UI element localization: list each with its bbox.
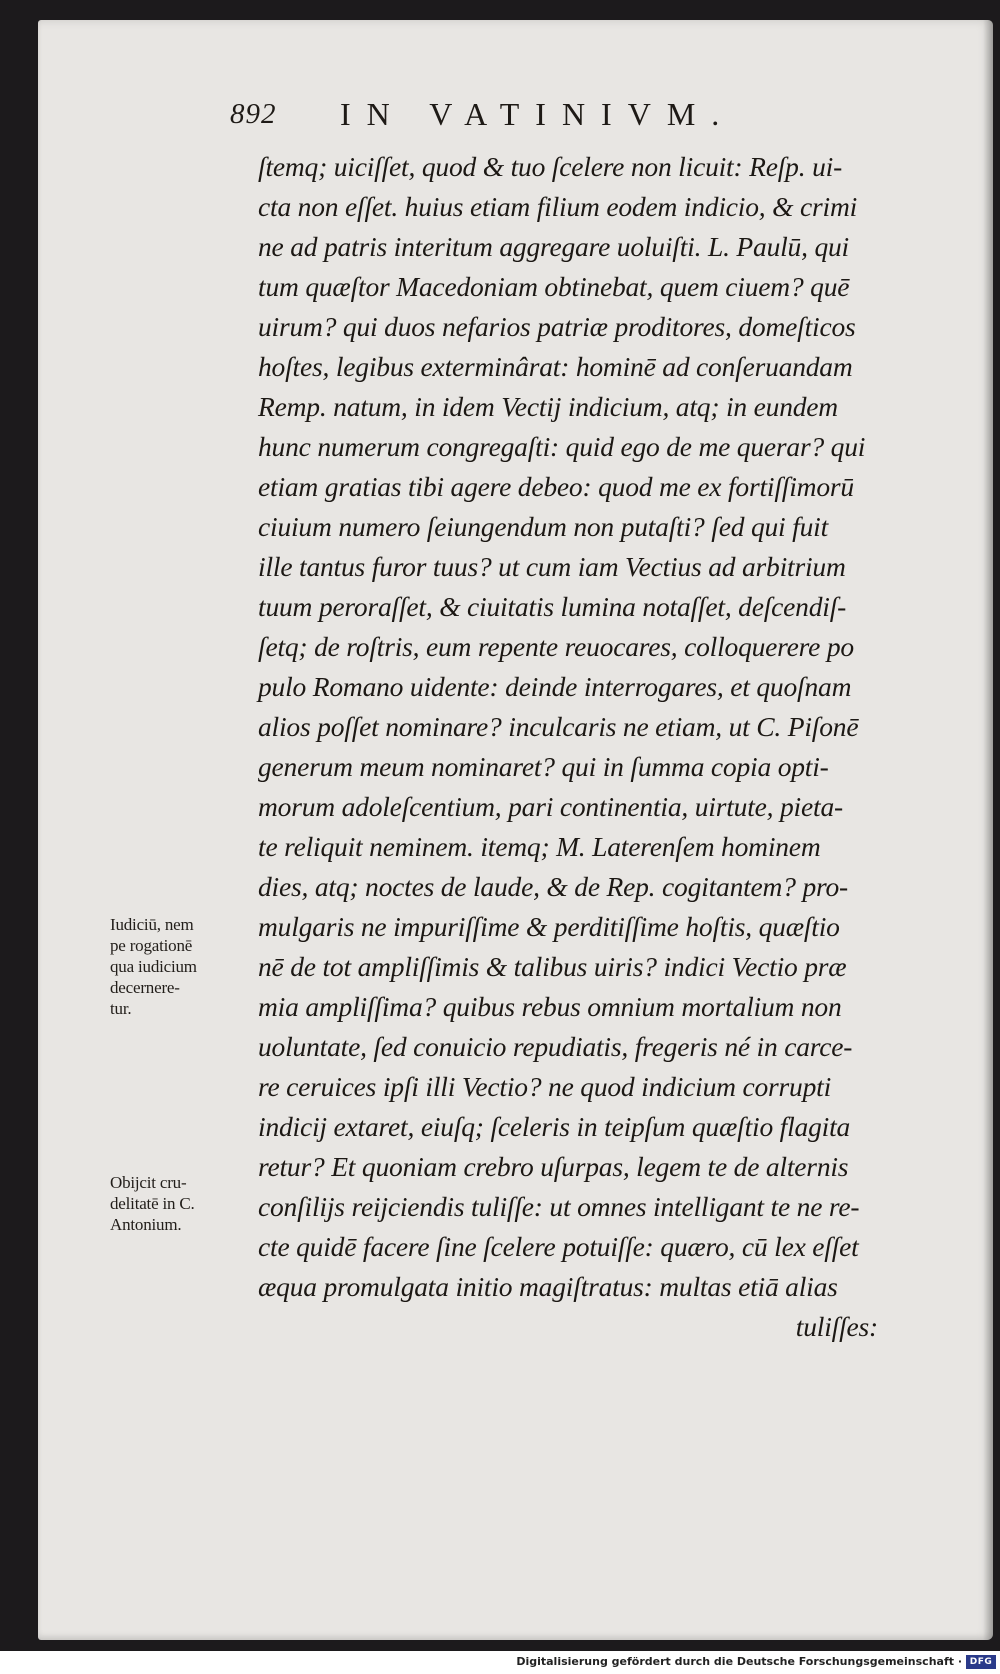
body-line: ſetq; de roſtris, eum repente reuocares, colloquerere po bbox=[258, 631, 854, 662]
body-line: conſilijs reijciendis tuliſſe: ut omnes intelligant te ne re- bbox=[258, 1191, 860, 1222]
dfg-logo: DFG bbox=[966, 1655, 996, 1669]
running-head bbox=[230, 88, 860, 140]
body-line: dies, atq; noctes de laude, & de Rep. cogitantem? pro- bbox=[258, 871, 848, 902]
body-line: ne ad patris interitum aggregare uoluiſti. L. Paulū, qui bbox=[258, 231, 849, 262]
body-line: ciuium numero ſeiungendum non putaſti? ſed qui fuit bbox=[258, 511, 829, 542]
body-line: uoluntate, ſed conuicio repudiatis, fregeris né in carce- bbox=[258, 1031, 853, 1062]
body-line: hunc numerum congregaſti: quid ego de me querar? qui bbox=[258, 431, 866, 462]
body-line: cte quidē facere ſine ſcelere potuiſſe: quæro, cū lex eſſet bbox=[258, 1231, 859, 1262]
body-line: cta non eſſet. huius etiam filium eodem indicio, & crimi bbox=[258, 191, 858, 222]
body-line: indicij extaret, eiuſq; ſceleris in teipſum quæſtio flagita bbox=[258, 1111, 851, 1142]
running-title: IN VATINIVM. bbox=[340, 96, 736, 132]
body-line: ſtemq; uiciſſet, quod & tuo ſcelere non licuit: Reſp. ui- bbox=[258, 151, 843, 182]
body-text bbox=[258, 147, 928, 1347]
margin-note-obijcit bbox=[110, 1172, 250, 1235]
margin-note-line: decernere- bbox=[110, 978, 180, 997]
body-line: æqua promulgata initio magiſtratus: multas etiā alias bbox=[258, 1271, 838, 1302]
page-number: 892 bbox=[230, 98, 277, 130]
body-line: mulgaris ne impuriſſime & perditiſſime hoſtis, quæſtio bbox=[258, 911, 840, 942]
body-line: tum quæſtor Macedoniam obtinebat, quem ciuem? quē bbox=[258, 271, 850, 302]
funding-credit: Digitalisierung gefördert durch die Deutsche Forschungsgemeinschaft · bbox=[516, 1655, 962, 1668]
body-line: alios poſſet nominare? inculcaris ne etiam, ut C. Piſonē bbox=[258, 711, 859, 742]
body-line: te reliquit neminem. itemq; M. Laterenſem hominem bbox=[258, 831, 821, 862]
body-line: re ceruices ipſi illi Vectio? ne quod indicium corrupti bbox=[258, 1071, 832, 1102]
body-line: mia ampliſſima? quibus rebus omnium mortalium non bbox=[258, 991, 842, 1022]
margin-note-line: pe rogationē bbox=[110, 936, 193, 955]
margin-note-line: delitatē in C. bbox=[110, 1194, 195, 1213]
body-line: uirum? qui duos nefarios patriæ proditores, domeſticos bbox=[258, 311, 856, 342]
body-line: ille tantus furor tuus? ut cum iam Vectius ad arbitrium bbox=[258, 551, 846, 582]
page-edge-shadow bbox=[983, 20, 993, 1640]
margin-note-line: qua iudicium bbox=[110, 957, 197, 976]
body-line: etiam gratias tibi agere debeo: quod me ex fortiſſimorū bbox=[258, 471, 854, 502]
margin-note-iudicium bbox=[110, 914, 250, 1019]
margin-note-line: Antonium. bbox=[110, 1215, 182, 1234]
margin-note-line: tur. bbox=[110, 999, 132, 1018]
margin-note-line: Obijcit cru- bbox=[110, 1173, 187, 1192]
body-line: generum meum nominaret? qui in ſumma copia opti- bbox=[258, 751, 829, 782]
body-line: nē de tot ampliſſimis & talibus uiris? indici Vectio præ bbox=[258, 951, 847, 982]
body-line: hoſtes, legibus exterminârat: hominē ad conſeruandam bbox=[258, 351, 853, 382]
body-line: Remp. natum, in idem Vectij indicium, atq; in eundem bbox=[258, 391, 838, 422]
body-line: morum adoleſcentium, pari continentia, uirtute, pieta- bbox=[258, 791, 843, 822]
body-line: pulo Romano uidente: deinde interrogares, et quoſnam bbox=[258, 671, 852, 702]
body-line: tuum peroraſſet, & ciuitatis lumina notaſſet, deſcendiſ- bbox=[258, 591, 847, 622]
digitization-footer bbox=[0, 1651, 1000, 1674]
margin-note-line: Iudiciū, nem bbox=[110, 915, 194, 934]
body-line: retur? Et quoniam crebro uſurpas, legem te de alternis bbox=[258, 1151, 849, 1182]
body-line-final: tuliſſes: bbox=[795, 1311, 878, 1342]
